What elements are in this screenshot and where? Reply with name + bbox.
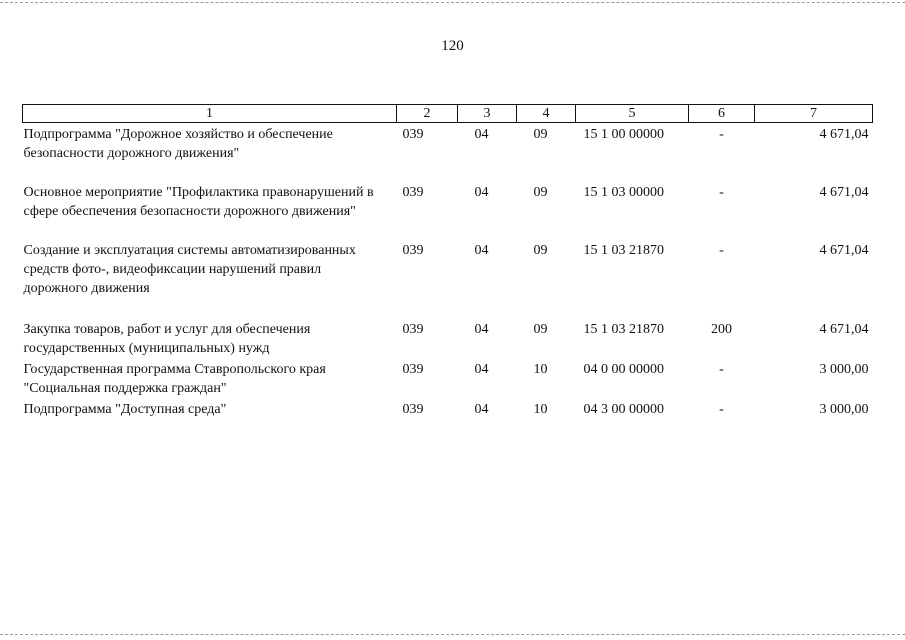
- row-name: Подпрограмма "Дорожное хозяйство и обеспечение безопасности дорожного движения": [23, 127, 333, 161]
- row-name: Основное мероприятие "Профилактика правонарушений в сфере обеспечения безопасности дорожного движения": [23, 185, 374, 219]
- column-header-1: 1: [23, 105, 397, 123]
- row-target: 04 3 00 00000: [583, 402, 664, 417]
- row-code: 039: [402, 243, 424, 258]
- table-header-row: [23, 105, 873, 123]
- table-row: [23, 398, 873, 420]
- row-target: 04 0 00 00000: [583, 362, 664, 377]
- column-header-3: 3: [458, 105, 517, 123]
- row-target: 15 1 03 21870: [583, 243, 664, 258]
- row-expense-type: 200: [711, 322, 732, 337]
- table-row: [23, 123, 873, 182]
- column-header-2: 2: [397, 105, 458, 123]
- row-amount: 3 000,00: [819, 362, 869, 377]
- page-number: 120: [441, 38, 464, 54]
- row-amount: 4 671,04: [819, 322, 869, 337]
- row-subsection: 09: [533, 322, 548, 337]
- row-expense-type: -: [719, 402, 724, 417]
- row-section: 04: [474, 362, 489, 377]
- row-expense-type: -: [719, 243, 724, 258]
- table-row: [23, 239, 873, 318]
- row-amount: 3 000,00: [819, 402, 869, 417]
- row-section: 04: [474, 243, 489, 258]
- row-expense-type: -: [719, 362, 724, 377]
- row-code: 039: [402, 362, 424, 377]
- budget-table: [22, 104, 873, 420]
- row-expense-type: -: [719, 185, 724, 200]
- column-header-7: 7: [755, 105, 873, 123]
- row-section: 04: [474, 402, 489, 417]
- row-section: 04: [474, 127, 489, 142]
- row-code: 039: [402, 185, 424, 200]
- row-code: 039: [402, 127, 424, 142]
- table-row: [23, 318, 873, 358]
- row-target: 15 1 00 00000: [583, 127, 664, 142]
- table-row: [23, 181, 873, 239]
- row-section: 04: [474, 322, 489, 337]
- row-code: 039: [402, 322, 424, 337]
- row-subsection: 09: [533, 185, 548, 200]
- scan-edge-bottom: [0, 634, 905, 635]
- column-header-6: 6: [689, 105, 755, 123]
- row-name: Государственная программа Ставропольского края "Социальная поддержка граждан": [23, 362, 326, 396]
- column-header-5: 5: [576, 105, 689, 123]
- row-subsection: 09: [533, 243, 548, 258]
- row-target: 15 1 03 21870: [583, 322, 664, 337]
- row-subsection: 09: [533, 127, 548, 142]
- row-section: 04: [474, 185, 489, 200]
- row-amount: 4 671,04: [819, 127, 869, 142]
- row-target: 15 1 03 00000: [583, 185, 664, 200]
- row-name: Создание и эксплуатация системы автоматизированных средств фото-, видеофиксации нарушений правил дорожного движения: [23, 243, 356, 296]
- row-subsection: 10: [533, 402, 548, 417]
- table-row: [23, 358, 873, 398]
- row-amount: 4 671,04: [819, 243, 869, 258]
- row-expense-type: -: [719, 127, 724, 142]
- row-name: Подпрограмма "Доступная среда": [23, 402, 227, 417]
- scan-edge-top: [0, 2, 905, 3]
- column-header-4: 4: [517, 105, 576, 123]
- row-code: 039: [402, 402, 424, 417]
- row-subsection: 10: [533, 362, 548, 377]
- row-amount: 4 671,04: [819, 185, 869, 200]
- row-name: Закупка товаров, работ и услуг для обеспечения государственных (муниципальных) нужд: [23, 322, 311, 356]
